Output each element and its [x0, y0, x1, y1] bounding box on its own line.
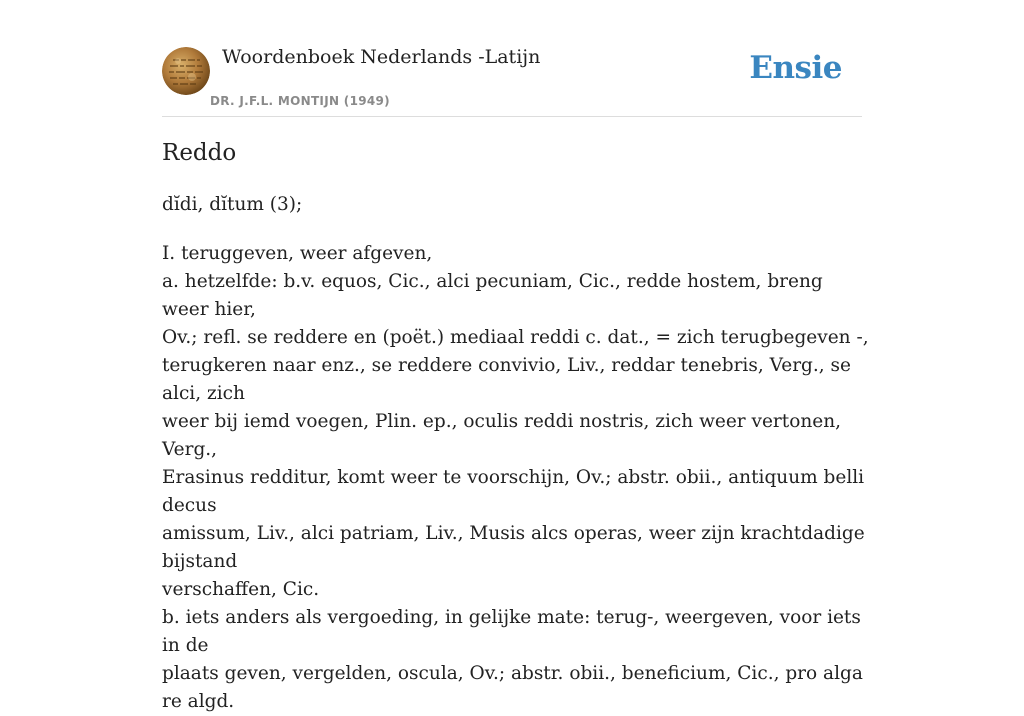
definition-line: Erasinus redditur, komt weer te voorschijn, Ov.; abstr. obii., antiquum belli decus	[162, 467, 865, 516]
entry-definition	[162, 240, 872, 716]
header	[162, 0, 862, 117]
book-author: DR. J.F.L. MONTIJN (1949)	[210, 94, 390, 108]
definition-line: plaats geven, vergelden, oscula, Ov.; abstr. obii., beneficium, Cic., pro alga re algd.	[162, 663, 863, 712]
definition-line: amissum, Liv., alci patriam, Liv., Musis alcs operas, weer zijn krachtdadige bijstand	[162, 523, 865, 572]
latin-inscription-seal-icon[interactable]	[162, 47, 210, 95]
definition-line: Ov.; refl. se reddere en (poët.) mediaal reddi c. dat., = zich terugbegeven -,	[162, 327, 869, 348]
definition-line: b. iets anders als vergoeding, in gelijke mate: terug-, weergeven, voor iets in de	[162, 607, 861, 656]
book-title[interactable]: Woordenboek Nederlands -Latijn	[222, 46, 541, 68]
page	[162, 0, 869, 712]
brand-logo-link[interactable]: Ensie	[749, 50, 842, 86]
definition-line: I. teruggeven, weer afgeven,	[162, 243, 433, 264]
definition-line: verschaffen, Cic.	[162, 579, 320, 600]
definition-line: a. hetzelfde: b.v. equos, Cic., alci pecuniam, Cic., redde hostem, breng weer hier,	[162, 271, 823, 320]
definition-line: weer bij iemd voegen, Plin. ep., oculis reddi nostris, zich weer vertonen, Verg.,	[162, 411, 841, 460]
entry-grammar: dĭdi, dĭtum (3);	[162, 194, 303, 215]
definition-line: terugkeren naar enz., se reddere convivio, Liv., reddar tenebris, Verg., se alci, zich	[162, 355, 851, 404]
entry-title: Reddo	[162, 140, 237, 166]
